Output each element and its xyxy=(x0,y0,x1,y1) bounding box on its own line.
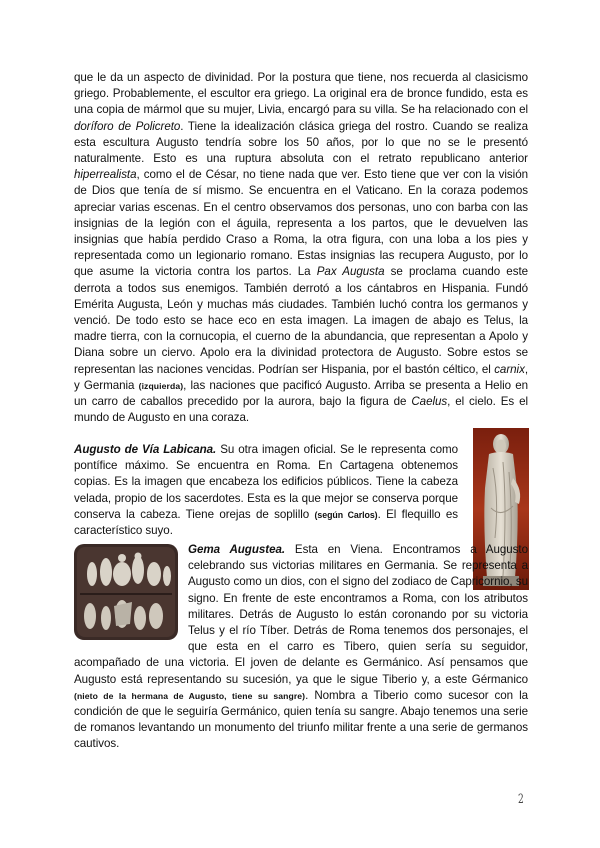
text-segment: Su otra imagen oficial. Se le representa como pontífice máximo. Se encuentra en Roma. En Cartagena obtenemos copias. Es la imagen que encabeza los edificios públicos. Tiene la cabeza velada, propio de los sacerdotes. Esta es la que mejor se conserva porque conserva la cabeza. Tiene orejas de soplillo xyxy=(74,443,458,521)
text-segment: Esta en Viena. Encontramos a Augusto celebrando sus victorias militares en Germania. Se representa a Augusto como un dios, con el signo del zodiaco de Capricornio, su signo. En frente de este encontramos a Roma, con los atributos militares. Detrás de Augusto lo están coronando por su victoria Telus y el río Tíber. Detrás de Roma tenemos dos personajes, el que esta en el carro es Tibero, quien sería su seguidor, acompañado de una victoria. El joven de delante es Germánico. Así pensamos que Augusto está representando su sucesión, ya que le sigue Tiberio y, a este Gérmanico xyxy=(74,543,528,686)
text-segment: , el cielo. Es el mundo de Augusto en una coraza. xyxy=(74,395,528,425)
paragraph-via-labicana xyxy=(74,442,458,539)
italic-term: doríforo de Policreto xyxy=(74,119,181,133)
italic-term: hiperrealista xyxy=(74,168,137,182)
gema-augustea-cameo-image xyxy=(74,544,178,640)
text-segment: se proclama cuando este derrota a todos sus enemigos. También derrotó a los cántabros en Hispania. Fundó Emérita Augusta, León y muchas más ciudades. También luchó contra los germanos y venció. De todo esto se hace eco en esta imagen. La imagen de abajo es Telus, la madre tierra, con la cornucopia, el cuerno de la abundancia, que representan a Apolo y Diana sobre un ciervo. Apolo era la divinidad protectora de Augusto. Sobre estos se representan las naciones vencidas. Podrían ser Hispania, por el bastón céltico, el xyxy=(74,265,529,376)
text-segment: , y Germania xyxy=(74,362,528,392)
text-segment: . Tiene la idealización clásica griega del rostro. Cuando se realiza esta escultura Augusto tendría sobre los 50 años, por lo que no se le presentó naturalmente. Esto es una ruptura absoluta con el retrato republicano anterior xyxy=(74,119,528,166)
paragraph-gema-augustea xyxy=(74,542,528,753)
small-note: (nieto de la hermana de Augusto, tiene su sangre) xyxy=(74,690,306,701)
italic-term: carnix xyxy=(494,362,525,376)
small-note: (según Carlos) xyxy=(314,509,378,520)
small-note: (izquierda) xyxy=(138,380,184,391)
paragraph-augusto-prima-porta xyxy=(74,70,528,426)
page-number: 2 xyxy=(518,792,524,807)
text-segment: . El flequillo es característico suyo. xyxy=(74,507,459,538)
section-heading: Augusto de Vía Labicana. xyxy=(74,443,217,456)
section-heading: Gema Augustea. xyxy=(188,543,286,556)
text-segment: , las naciones que pacificó Augusto. Arriba se presenta a Helio en un carro de caballos precedido por la aurora, bajo la figura de xyxy=(74,378,528,409)
italic-term: Caelus xyxy=(411,395,448,409)
italic-term: Pax Augusta xyxy=(316,265,385,279)
text-segment: . Nombra a Tiberio como sucesor con la condición de que le seguiría Germánico, quien tenía su sangre. Abajo tenemos una serie de romanos levantando un monumento del triunfo militar frente a una serie de germanos cautivos. xyxy=(74,688,529,751)
text-segment: que le da un aspecto de divinidad. Por la postura que tiene, nos recuerda al clasicismo griego. Probablemente, el escultor era griego. La original era de bronce fundido, esta es una copia de mármol que su mujer, Livia, encargó para su villa. Se ha relacionado con el xyxy=(74,71,528,117)
text-segment: , como el de César, no tiene nada que ver. Esto tiene que ver con la visión de Dios que tenía de sí mismo. Se encuentra en el Vaticano. En la coraza podemos apreciar varias escenas. En el centro observamos dos personas, uno con barba con las insignias de la legión con el águila, representa a los partos, que le devuelven las insignias que había perdido Craso a Roma, la otra figura, con una loba a los pies y representada como un legionario romano. Estas insignias las recupera Augusto, por lo que asume la victoria contra los partos. La xyxy=(74,168,528,279)
